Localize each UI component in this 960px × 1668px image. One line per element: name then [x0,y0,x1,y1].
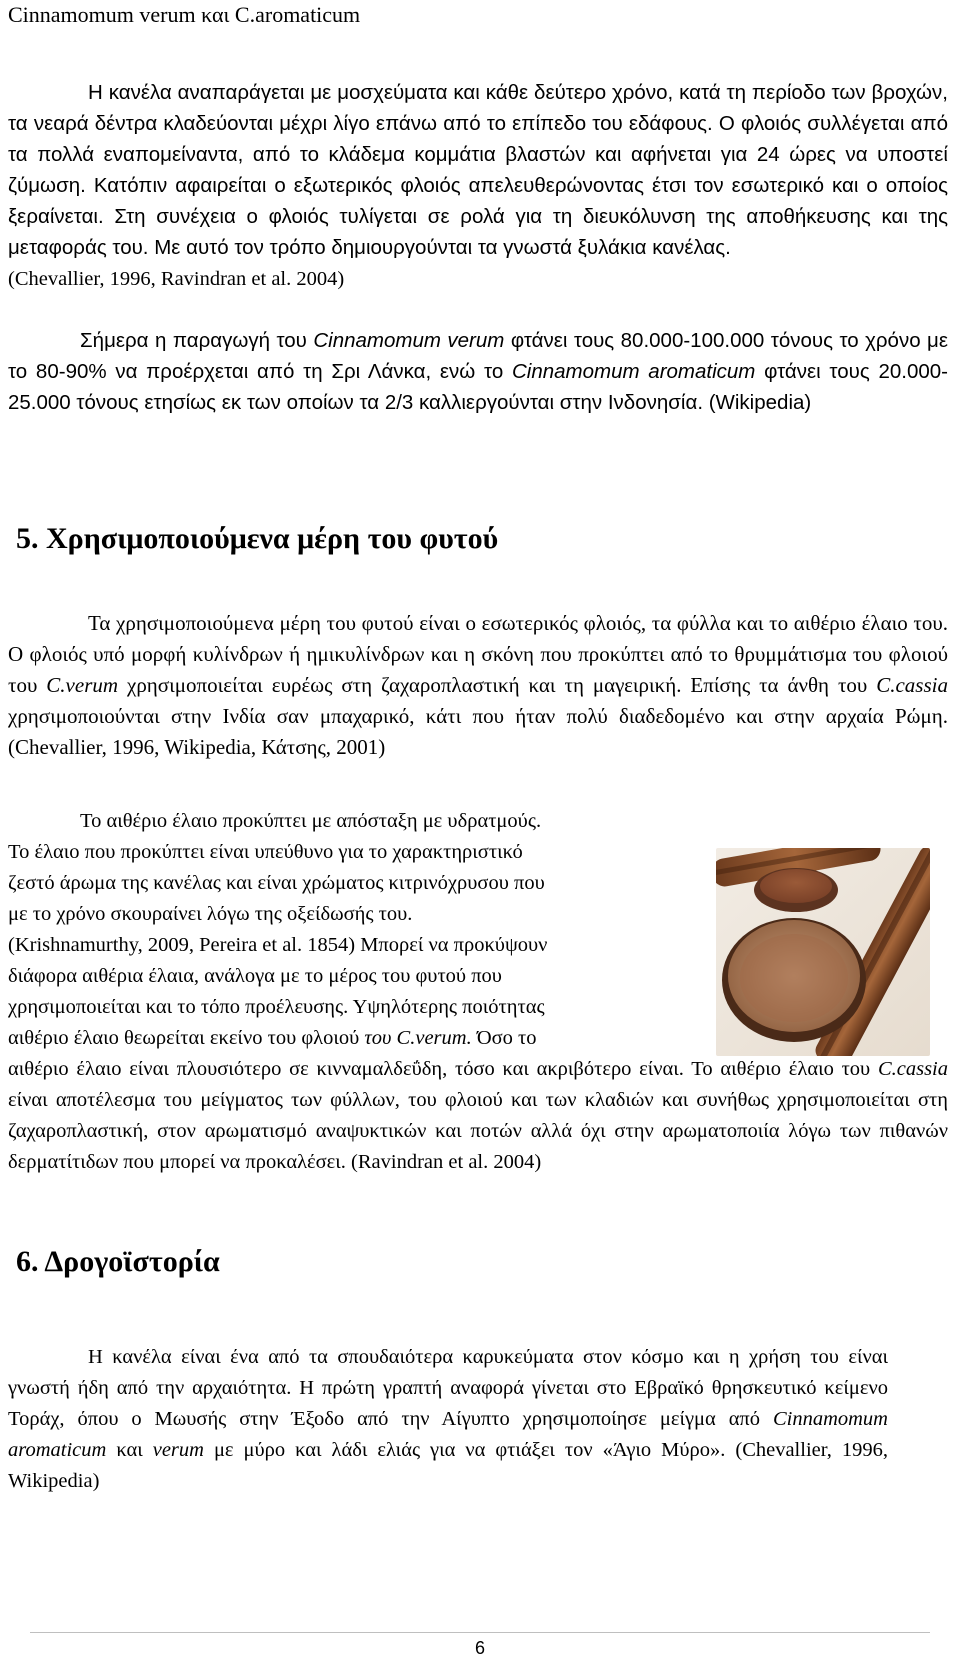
section-6-heading: 6. Δρογοϊστορία [16,1245,220,1278]
used-parts-text-3: χρησιμοποιούνται στην Ινδία σαν μπαχαρικό, κάτι που ήταν πολύ διαδεδομένο και στην αρχαία Ρώμη. (Chevallier, 1996, Wikipedia, Κάτσης, 2001) [8,704,948,759]
used-parts-text-1: Τα χρησιμοποιούμενα μέρη του φυτού είναι ο εσωτερικός φλοιός, τα φύλλα και το αιθέριο έλαιο του. Ο φλοιός υπό μορφή κυλίνδρων ή ημικυλίνδρων και η σκόνη που προκύπτει από το θρυμμάτισμα του φλοιού του [8,611,948,697]
paragraph-propagation-text: Η κανέλα αναπαράγεται με μοσχεύματα και κάθε δεύτερο χρόνο, κατά τη περίοδο των βροχών, τα νεαρά δέντρα κλαδεύονται μέχρι λίγο επάνω από το επίπεδο του εδάφους. Ο φλοιός συλλέγεται από τα πολλά εναπομείναντα, από το κλάδεμα κομμάτια βλαστών και αφήνεται για 24 ώρες να υποστεί ζύμωση. Κατόπιν αφαιρείται ο εξωτερικός φλοιός απελευθερώνοντας έτσι τον εσωτερικό και ο οποίος ξεραίνεται. Στη συνέχεια ο φλοιός τυλίγεται σε ρολά για τη διευκόλυνση της αποθήκευσης και της μεταφοράς του. Με αυτό τον τρόπο δημιουργούνται τα γνωστά ξυλάκια κανέλας. [8,81,948,259]
paragraph-used-parts [8,608,948,763]
oil-line-8 [8,1023,668,1054]
paragraph-propagation [8,77,948,295]
footer-divider [30,1632,930,1633]
oil-line-3: ζεστό άρωμα της κανέλας και είναι χρώματος κιτρινόχρυσου που [8,872,545,894]
paragraph-drug-history [8,1342,888,1497]
drug-history-text-1: Η κανέλα είναι ένα από τα σπουδαιότερα καρυκεύματα στον κόσμο και η χρήση του είναι γνωστή ήδη από την αρχαιότητα. Η πρώτη γραπτή αναφορά γίνεται στο Εβραϊκό θρησκευτικό κείμενο Τοράχ, όπου ο Μωυσής στην Έξοδο από την Αίγυπτο χρησιμοποίησε μείγμα από [8,1346,888,1430]
oil-line-8-text: αιθέριο έλαιο θεωρείται εκείνο του φλοιού [8,1027,365,1049]
used-parts-species-verum: C.verum [46,673,119,697]
section-5-heading: 5. Χρησιμοποιούμενα μέρη του φυτού [16,522,499,555]
production-text-2: φτάνει τους 80.000-100.000 τόνους το χρόνο με το 80-90% να προέρχεται από τη Σρι Λάνκα, ενώ το [8,329,949,383]
page-number: 6 [474,1638,485,1658]
paragraph-essential-oil-continued [8,1054,948,1178]
page-header-title: Cinnamomum verum και C.aromaticum [8,2,361,27]
oil-line-2: Το έλαιο που προκύπτει είναι υπεύθυνο για το χαρακτηριστικό [8,841,523,863]
oil-line-1: Το αιθέριο έλαιο προκύπτει με απόσταξη με υδρατμούς. [80,810,542,832]
production-species-verum: Cinnamomum verum [313,329,505,352]
drug-history-species-aromaticum: Cinnamomum aromaticum [8,1408,888,1461]
oil-line-7: χρησιμοποιείται και το τόπο προέλευσης. Υψηλότερης ποιότητας [8,996,545,1018]
used-parts-species-cassia: C.cassia [876,673,948,697]
oil-rest-text-1: αιθέριο έλαιο είναι πλουσιότερο σε κινναμαλδεΰδη, τόσο και ακριβότερο είναι. Το αιθέριο έλαιο του [8,1058,878,1080]
production-text-1: Σήμερα η παραγωγή του [80,329,314,352]
oil-line-4: με το χρόνο σκουραίνει λόγω της οξείδωσής του. [8,903,413,925]
oil-line-8-species: του C.verum. [364,1027,472,1049]
production-text-3: φτάνει τους 20.000-25.000 τόνους ετησίως εκ των οποίων τα 2/3 καλλιεργούνται στην Ινδονησία. (Wikipedia) [8,360,948,414]
paragraph-essential-oil-wrapped [8,806,668,1054]
drug-history-text-3: με μύρο και λάδι ελιάς για να φτιάξει τον «Άγιο Μύρο». (Chevallier, 1996, Wikipedia) [8,1439,888,1492]
cinnamon-photo [716,848,930,1056]
production-species-aromaticum: Cinnamomum aromaticum [511,360,756,383]
paragraph-propagation-citation: (Chevallier, 1996, Ravindran et al. 2004) [8,268,345,290]
used-parts-text-2: χρησιμοποιείται ευρέως στη ζαχαροπλαστική και τη μαγειρική. Επίσης τα άνθη του [118,673,877,697]
drug-history-text-2: και [106,1439,153,1461]
drug-history-species-verum: verum [152,1439,204,1461]
oil-rest-species-cassia: C.cassia [877,1058,948,1080]
oil-line-6: διάφορα αιθέρια έλαια, ανάλογα με το μέρος του φυτού που [8,965,502,987]
oil-line-8-text-2: Όσο το [471,1027,537,1049]
oil-rest-text-2: είναι αποτέλεσμα του μείγματος των φύλλων, του φλοιού και των κλαδιών και συνήθως χρησιμοποιείται στη ζαχαροπλαστική, στον αρωματισμό αναψυκτικών και ποτών αλλά όχι στην αρωματοποιία λόγω των πιθανών δερματίτιδων που μπορεί να προκαλέσει. (Ravindran et al. 2004) [8,1089,948,1173]
oil-line-5: (Krishnamurthy, 2009, Pereira et al. 1854) Μπορεί να προκύψουν [8,934,548,956]
paragraph-production [8,325,948,418]
